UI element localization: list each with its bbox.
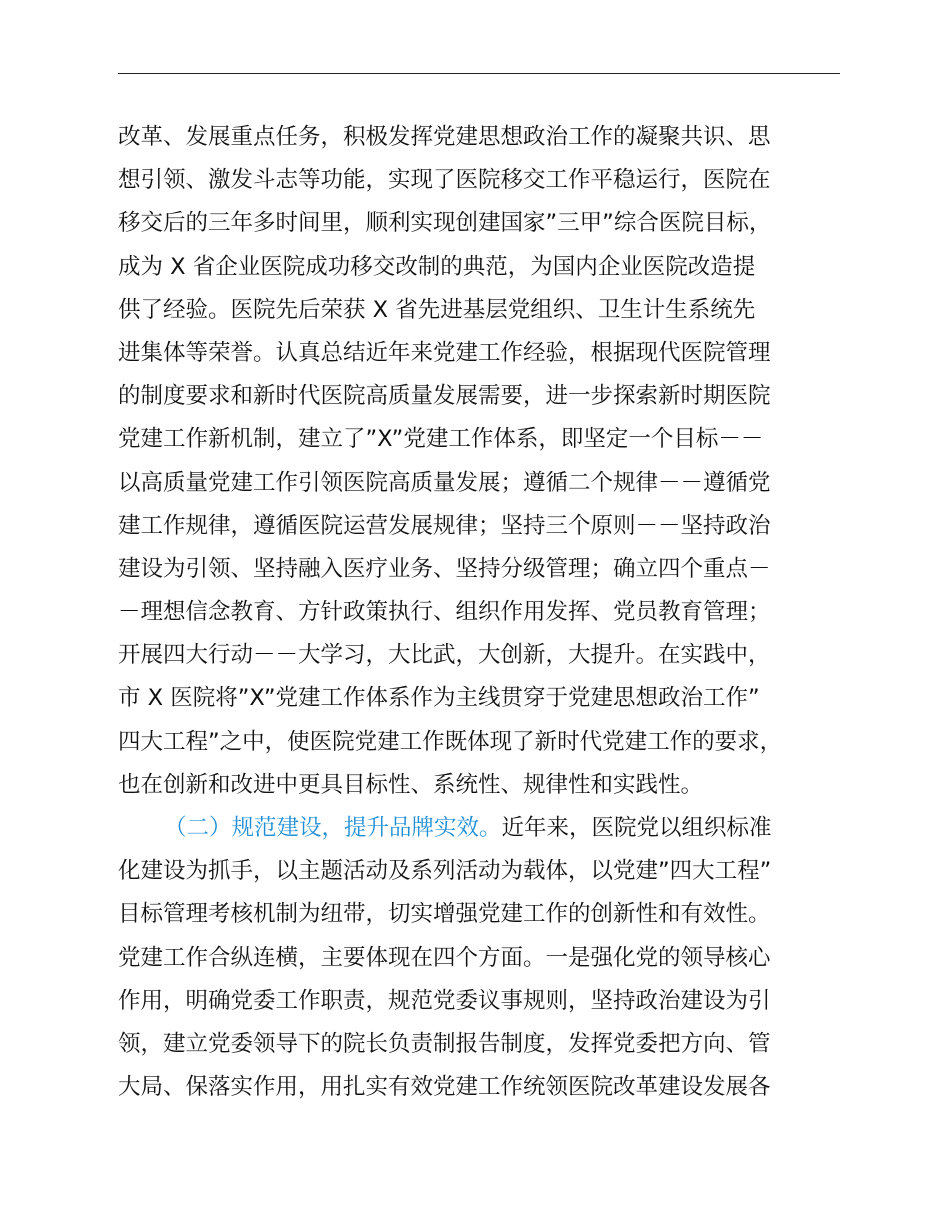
paragraph-line: 的制度要求和新时代医院高质量发展需要，进一步探索新时期医院 — [118, 383, 771, 410]
paragraph-line: 大局、保落实作用，用扎实有效党建工作统领医院改革建设发展各 — [118, 1074, 771, 1101]
paragraph-line: 目标管理考核机制为纽带，切实增强党建工作的创新性和有效性。 — [118, 901, 771, 928]
body-text — [118, 116, 858, 1109]
paragraph-line: 改革、发展重点任务，积极发挥党建思想政治工作的凝聚共识、思 — [118, 124, 771, 150]
paragraph-line: 以高质量党建工作引领医院高质量发展；遵循二个规律－－遵循党 — [118, 469, 771, 496]
paragraph-line: 作用，明确党委工作职责，规范党委议事规则，坚持政治建设为引 — [118, 987, 771, 1014]
paragraph-line: 党建工作合纵连横，主要体现在四个方面。一是强化党的领导核心 — [118, 944, 771, 971]
section-first-line-text: 近年来，医院党以组织标准 — [501, 815, 772, 841]
paragraph-line: －理想信念教育、方针政策执行、组织作用发挥、党员教育管理； — [118, 599, 771, 626]
section-heading: （二）规范建设，提升品牌实效。 — [164, 815, 502, 841]
paragraph-line: 也在创新和改进中更具目标性、系统性、规律性和实践性。 — [118, 771, 704, 798]
paragraph-line: 供了经验。医院先后荣获 X 省先进基层党组织、卫生计生系统先 — [118, 296, 756, 323]
section-first-line — [118, 807, 858, 850]
paragraph-line: 成为 X 省企业医院成功移交改制的典范，为国内企业医院改造提 — [118, 253, 756, 280]
paragraph-line: 想引领、激发斗志等功能，实现了医院移交工作平稳运行，医院在 — [118, 167, 771, 194]
paragraph-line: 建设为引领、坚持融入医疗业务、坚持分级管理；确立四个重点－ — [118, 555, 771, 582]
paragraph-line: 进集体等荣誉。认真总结近年来党建工作经验，根据现代医院管理 — [118, 339, 771, 366]
header-rule — [118, 73, 840, 74]
paragraph-line: 市 X 医院将”X”党建工作体系作为主线贯穿于党建思想政治工作” — [118, 685, 760, 712]
paragraph-line: 领，建立党委领导下的院长负责制报告制度，发挥党委把方向、管 — [118, 1030, 771, 1057]
paragraph-line: 化建设为抓手，以主题活动及系列活动为载体，以党建”四大工程” — [118, 858, 772, 885]
paragraph-line: 建工作规律，遵循医院运营发展规律；坚持三个原则－－坚持政治 — [118, 512, 771, 539]
paragraph-line: 开展四大行动－－大学习，大比武，大创新，大提升。在实践中， — [118, 642, 771, 669]
paragraph-line: 移交后的三年多时间里，顺利实现创建国家”三甲”综合医院目标， — [118, 210, 772, 237]
paragraph-line: 党建工作新机制，建立了”X”党建工作体系，即坚定一个目标－－ — [118, 426, 764, 453]
paragraph-line: 四大工程”之中，使医院党建工作既体现了新时代党建工作的要求， — [118, 728, 783, 755]
